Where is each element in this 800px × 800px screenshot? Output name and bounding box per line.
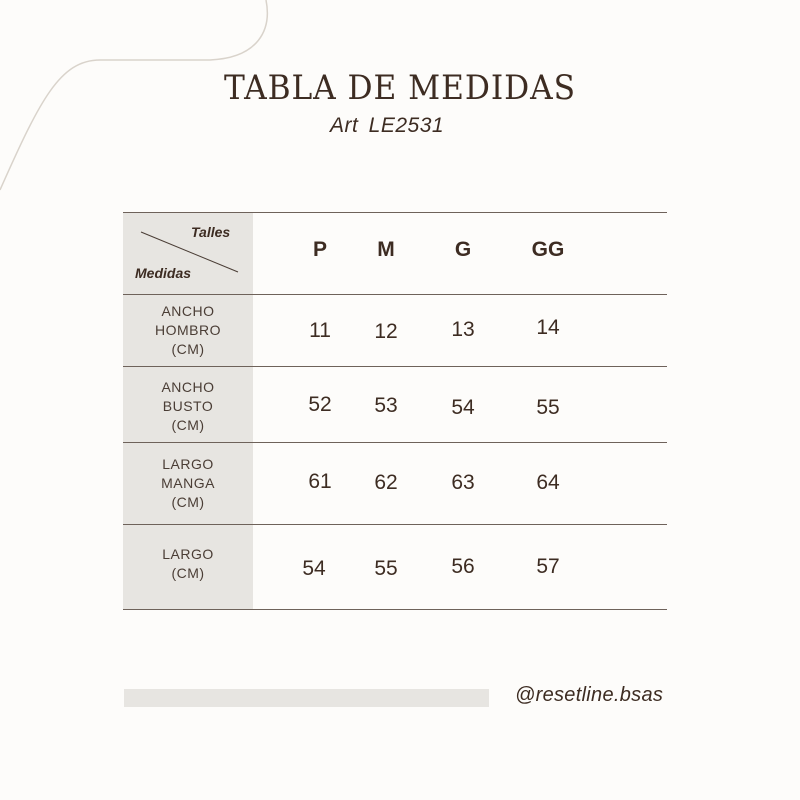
row-label-line: (CM) — [171, 341, 205, 357]
table-cell: 53 — [374, 394, 398, 417]
size-table — [123, 212, 667, 610]
row-label-ancho-busto — [123, 378, 253, 435]
row-label-line: MANGA — [161, 475, 215, 491]
row-label-line: ANCHO — [161, 303, 215, 319]
table-cell: 54 — [451, 396, 475, 419]
footer-decorative-bar — [124, 689, 489, 707]
row-label-ancho-hombro — [123, 302, 253, 359]
size-header-gg: GG — [531, 238, 565, 261]
row-label-line: (CM) — [171, 494, 205, 510]
size-header-p: P — [312, 238, 328, 261]
row-label-line: HOMBRO — [155, 322, 221, 338]
page-title: TABLA DE MEDIDAS — [223, 68, 577, 108]
article-code: Art LE2531 — [330, 114, 445, 137]
table-rule — [123, 524, 667, 525]
table-cell: 57 — [536, 555, 560, 578]
table-rule — [123, 294, 667, 295]
table-cell: 14 — [536, 316, 560, 339]
social-handle: @resetline.bsas — [515, 684, 664, 706]
row-label-line: (CM) — [171, 565, 205, 581]
table-cell: 61 — [308, 470, 332, 493]
table-rule — [123, 366, 667, 367]
table-cell: 12 — [374, 320, 398, 343]
table-cell: 55 — [374, 557, 398, 580]
corner-diagonal-line — [123, 212, 253, 294]
row-label-line: LARGO — [162, 456, 214, 472]
table-cell: 13 — [451, 318, 475, 341]
size-header-g: G — [454, 238, 472, 261]
table-cell: 11 — [309, 319, 331, 342]
table-rule — [123, 442, 667, 443]
table-rule-bottom — [123, 609, 667, 610]
table-cell: 56 — [451, 555, 475, 578]
row-label-largo-manga — [123, 455, 253, 512]
table-cell: 54 — [302, 557, 326, 580]
row-label-line: BUSTO — [162, 398, 214, 414]
corner-header-medidas: Medidas — [135, 265, 192, 281]
table-cell: 63 — [451, 471, 475, 494]
table-cell: 64 — [536, 471, 560, 494]
size-header-m: M — [377, 238, 395, 261]
corner-header-talles: Talles — [191, 224, 231, 240]
row-label-line: ANCHO — [161, 379, 215, 395]
table-cell: 62 — [374, 471, 398, 494]
row-label-line: LARGO — [162, 546, 214, 562]
row-label-largo — [123, 545, 253, 583]
table-cell: 52 — [308, 393, 332, 416]
table-cell: 55 — [536, 396, 560, 419]
row-label-line: (CM) — [171, 417, 205, 433]
